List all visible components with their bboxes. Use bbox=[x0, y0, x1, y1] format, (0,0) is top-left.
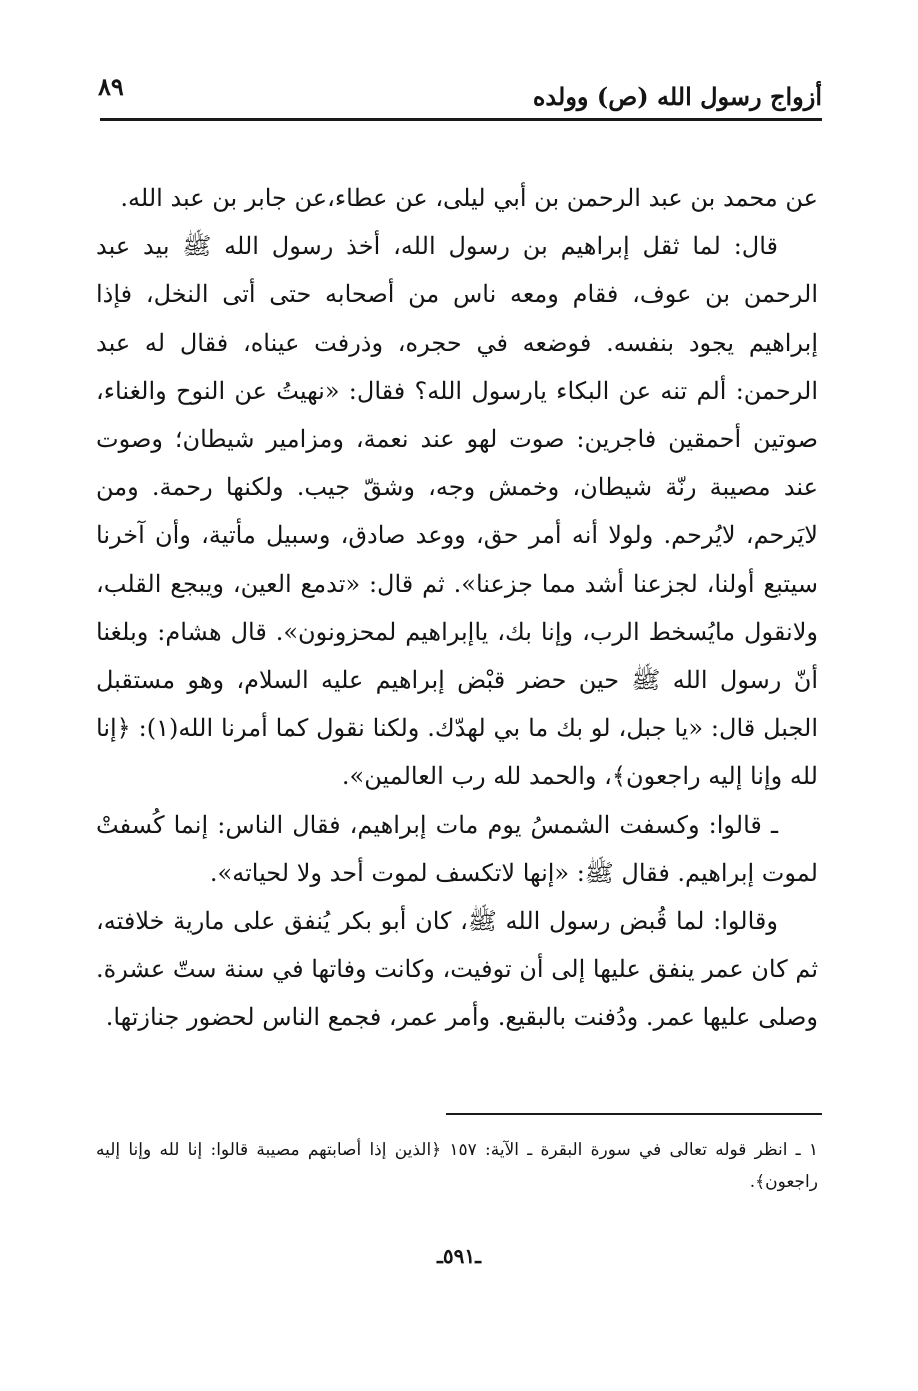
paragraph-isnad: عن محمد بن عبد الرحمن بن أبي ليلى، عن عطاء،عن جابر بن عبد الله. bbox=[120, 184, 818, 212]
folio-page-number: ـ٥٩١ـ bbox=[437, 1244, 481, 1268]
footnote-rule bbox=[446, 1113, 822, 1115]
footnote-1: ١ ـ انظر قوله تعالى في سورة البقرة ـ الآية: ١٥٧ ﴿الذين إذا أصابتهم مصيبة قالوا: إنا لله وإنا إليه راجعون﴾. bbox=[96, 1140, 818, 1192]
paragraph-ibrahim-death: قال: لما ثقل إبراهيم بن رسول الله، أخذ رسول الله ﷺ بيد عبد الرحمن بن عوف، فقام ومعه ناس من أصحابه حتى أتى النخل، فإذا إبراهيم يجود بنفسه. فوضعه في حجره، وذرفت عيناه، فقال له عبد الرحمن: ألم تنه عن البكاء يارسول الله؟ فقال: «نهيتُ عن النوح والغناء، صوتين أحمقين فاجرين: صوت لهو عند نعمة، ومزامير شيطان؛ وصوت عند مصيبة رنّة شيطان، وخمش وجه، وشقّ جيب. ولكنها رحمة. ومن لايَرحم، لايُرحم. ولولا أنه أمر حق، ووعد صادق، وسبيل مأتية، وأن آخرنا سيتبع أولنا، لجزعنا أشد مما جزعنا». ثم قال: «تدمع العين، ويبجع القلب، ولانقول مايُسخط الرب، وإنا بك، ياإبراهيم لمحزونون». قال هشام: وبلغنا أنّ رسول الله ﷺ حين حضر قبْض إبراهيم عليه السلام، وهو مستقبل الجبل قال: «يا جبل، لو بك ما بي لهدّك. ولكنا نقول كما أمرنا الله(١): ﴿إنا لله وإنا إليه راجعون﴾، والحمد لله رب العالمين». bbox=[96, 232, 818, 791]
body-text bbox=[96, 174, 818, 1042]
running-header bbox=[98, 66, 822, 116]
paragraph-eclipse: ـ قالوا: وكسفت الشمسُ يوم مات إبراهيم، فقال الناس: إنما كُسفتْ لموت إبراهيم. فقال ﷺ: «إنها لاتكسف لموت أحد ولا لحياته». bbox=[96, 810, 818, 887]
footnotes bbox=[96, 1134, 818, 1198]
header-page-number: ٨٩ bbox=[98, 72, 124, 101]
header-rule bbox=[100, 118, 822, 121]
header-title: أزواج رسول الله (ص) وولده bbox=[532, 82, 822, 111]
paragraph-mariya: وقالوا: لما قُبض رسول الله ﷺ، كان أبو بكر يُنفق على مارية خلافته، ثم كان عمر ينفق عليها إلى أن توفيت، وكانت وفاتها في سنة ستّ عشرة. وصلى عليها عمر. ودُفنت بالبقيع. وأمر عمر، فجمع الناس لحضور جنازتها. bbox=[96, 907, 818, 1032]
